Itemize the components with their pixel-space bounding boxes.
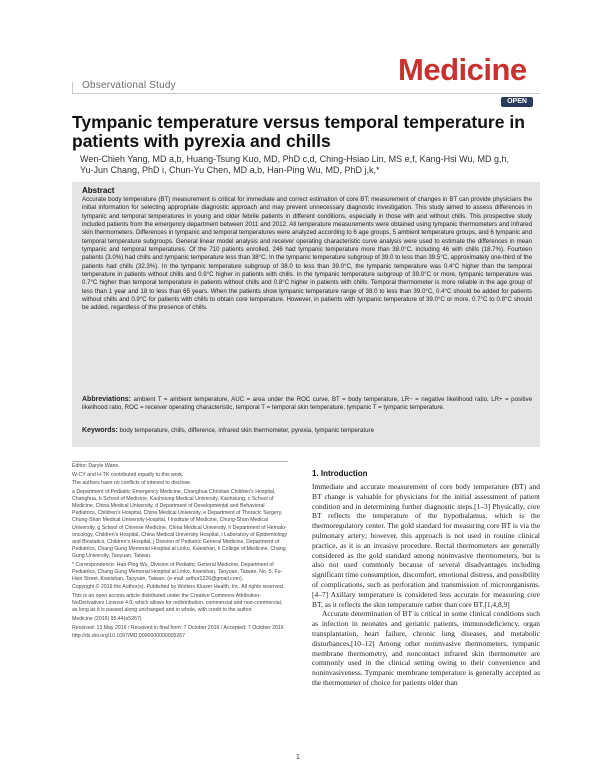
footnote-correspondence: * Correspondence: Han-Ping Wu, Division of Pediatric General Medicine, Department of Pediatrics, Chang Gung Memorial Hospital at Linko, Kweishan, Taoyuan, Taiwan, No. 5, Fu-Hsin Street, Kweishan, Taoyuan, Taiwan, (e-mail: arthur1226@gmail.com). xyxy=(72,561,283,582)
introduction-body xyxy=(312,482,540,688)
abstract-text: Accurate body temperature (BT) measurement is critical for immediate and correct estimation of core BT; measurement of changes in BT can provide physicians the initial information for selecting appropriate diagnostic approach and may prevent unnecessary diagnostic investigation. This study aimed to assess differences in tympanic and temporal temperatures in young and older febrile patients in different conditions, especially in those with and without chills. This prospective study included patients from the emergency department between 2011 and 2012. All temperature measurements were obtained using tympanic thermometers and infrared skin thermometers. Differences in tympanic and temporal temperatures were analyzed according to 6 age groups, 5 ambient temperature groups, and 6 tympanic and temporal temperature subgroups. General linear model analysis and receiver operating characteristic curve analysis were used to estimate the differences in mean tympanic and temporal temperatures. Of the 710 patients enrolled, 246 had tympanic temperature more than 38.0°C, including 46 with chills (18.7%). Fourteen patients (3.0%) had chills and tympanic temperature less than 38°C. In the tympanic temperature subgroup of 39.0 to less than 39.5°C, approximately one-third of the patients had chills (32.3%). In the tympanic temperature subgroup of 38.0 to less than 39.0°C, the tympanic temperature was 0.4°C higher than the temporal temperature in patients without chills and 0.9°C higher in patients with chills. In the tympanic temperature subgroup of 39.0°C or more, tympanic temperature was 0.7°C higher than temporal temperature in patients without chills and 0.8°C higher in patients with chills. Temporal thermometer is more reliable in the age group of less than 1 year and 18 to less than 65 years. When the patients show tympanic temperature range of 38.0 to less than 39.0°C, 0.4°C should be added for patients without chills and 0.9°C for patients with chills to obtain core temperature. However, in patients with tympanic temperature of 39.0°C or more, 0.7°C to 0.8°C should be added, regardless of the presence of chills. xyxy=(82,196,532,312)
header-rule xyxy=(72,93,540,94)
footnote-conflict: The authors have no conflicts of interest to disclose. xyxy=(72,480,192,487)
footnote-affiliations: a Department of Pediatric Emergency Medicine, Changhua Christian Children's Hospital, Changhua, b School of Medicine, Kaohsiung Medical University, Kaohsiung, c School of Medicine, China Medical University, d Department of Developmental and Behavioral Pediatrics, Children's Hospital, China Medical University, e Department of Thoracic Surgery, Chung-Shan Medical University Hospital, f Institute of Medicine, Chung-Shan Medical University, g School of Chinese Medicine, China Medical University, h Department of Hemato-oncology, Children's Hospital, China Medical University Hospital, i Laboratory of Epidemiology and Biostatics, Children's Hospital, j Division of Pediatric General Medicine, Department of Pediatrics, Chang Gung Memorial Hospital at Linko, Kweishan, k College of Medicine, Chang Gung University, Taoyuan, Taiwan. xyxy=(72,489,288,559)
open-access-badge: OPEN xyxy=(501,97,533,107)
keywords-label: Keywords: xyxy=(82,427,118,434)
footnote-rule xyxy=(72,461,288,462)
footnote-contribution: W-CY and H-TK contributed equally to this work. xyxy=(72,471,184,478)
keywords-text: body temperature, chills, difference, infrared skin thermometer, pyrexia, tympanic temperature xyxy=(119,427,375,434)
footnote-copyright: Copyright © 2016 the Author(s). Published by Wolters Kluwer Health, Inc. All rights reserved. xyxy=(72,584,285,591)
introduction-paragraph: Immediate and accurate measurement of core body temperature (BT) and BT change is valuable for physicians for the initial assessment of patient condition and in determining further diagnostic steps.[1–3] Physically, core BT reflects the temperature of the hypothalamus, which is the thermoregulatory center. The gold standard for measuring core BT is via the pulmonary artery; however, this approach is not used in routine clinical practice, as it is an invasive procedure. Rectal thermometers are generally considered as the gold standard among noninvasive thermometers, but is also not used commonly because of several disadvantages including significant time consumption, discomfort, emotional distress, and possibility of complications, such as perforation and transmission of microorganisms.[4–7] Axillary temperature is considered less accurate for measuring core BT, as it reflects the skin temperature rather than core BT.[1,4,8,9] xyxy=(312,482,540,609)
introduction-heading: 1. Introduction xyxy=(312,469,368,478)
page-number: 1 xyxy=(296,754,300,761)
abbreviations-text: ambient T = ambient temperature, AUC = area under the ROC curve, BT = body temperature, LR− = negative likelihood ratio, LR+ = positive likelihood ratio, ROC = receiver operating characteristic, temporal T = temporal skin temperature, tympanic T = tympanic temperature. xyxy=(82,396,532,412)
introduction-paragraph: Accurate determination of BT is critical in some clinical conditions such as infection in neonates and geriatric patients, immunodeficiency, organ transplantation, heart failure, chronic lung diseases, and metabolic disturbances.[10–12] Among other noninvasive thermometers, tympanic membrane thermometry, and noncontact infrared skin thermometer are commonly used in the clinical setting owing to their convenience and noninvasiveness. Tympanic membrane temperature is generally accepted as the thermometer of choice for patients older than xyxy=(312,609,540,687)
abbreviations xyxy=(82,396,532,413)
footnotes xyxy=(72,463,288,642)
article-title: Tympanic temperature versus temporal temperature in patients with pyrexia and chills xyxy=(72,112,525,151)
abstract-heading: Abstract xyxy=(82,186,115,195)
footnote-license: This is an open access article distributed under the Creative Commons Attribution-NoDerivatives License 4.0, which allows for redistribution, commercial and non-commercial, as long as it is passed along unchanged and in whole, with credit to the author. xyxy=(72,593,283,614)
footnote-doi-link[interactable]: http://dx.doi.org/10.1097/MD.0000000000005267 xyxy=(72,633,186,640)
footnote-dates: Received: 13 May 2016 / Received in final form: 7 October 2016 / Accepted: 7 October 2016 xyxy=(72,624,284,631)
section-label: Observational Study xyxy=(82,80,176,91)
abbreviations-label: Abbreviations: xyxy=(82,396,132,403)
footnote-editor: Editor: Daryle Wane. xyxy=(72,463,120,469)
author-list: Wen-Chieh Yang, MD a,b, Huang-Tsung Kuo, MD, PhD c,d, Ching-Hsiao Lin, MS e,f, Kang-Hsi Wu, MD g,h, Yu-Jun Chang, PhD i, Chun-Yu Chen, MD a,b, Han-Ping Wu, MD, PhD j,k,* xyxy=(80,154,510,175)
footnote-citation: Medicine (2016) 95:44(e5267) xyxy=(72,616,142,623)
keywords xyxy=(82,427,532,435)
journal-logo[interactable]: Medicine xyxy=(398,52,527,87)
section-label-tick xyxy=(72,82,73,93)
